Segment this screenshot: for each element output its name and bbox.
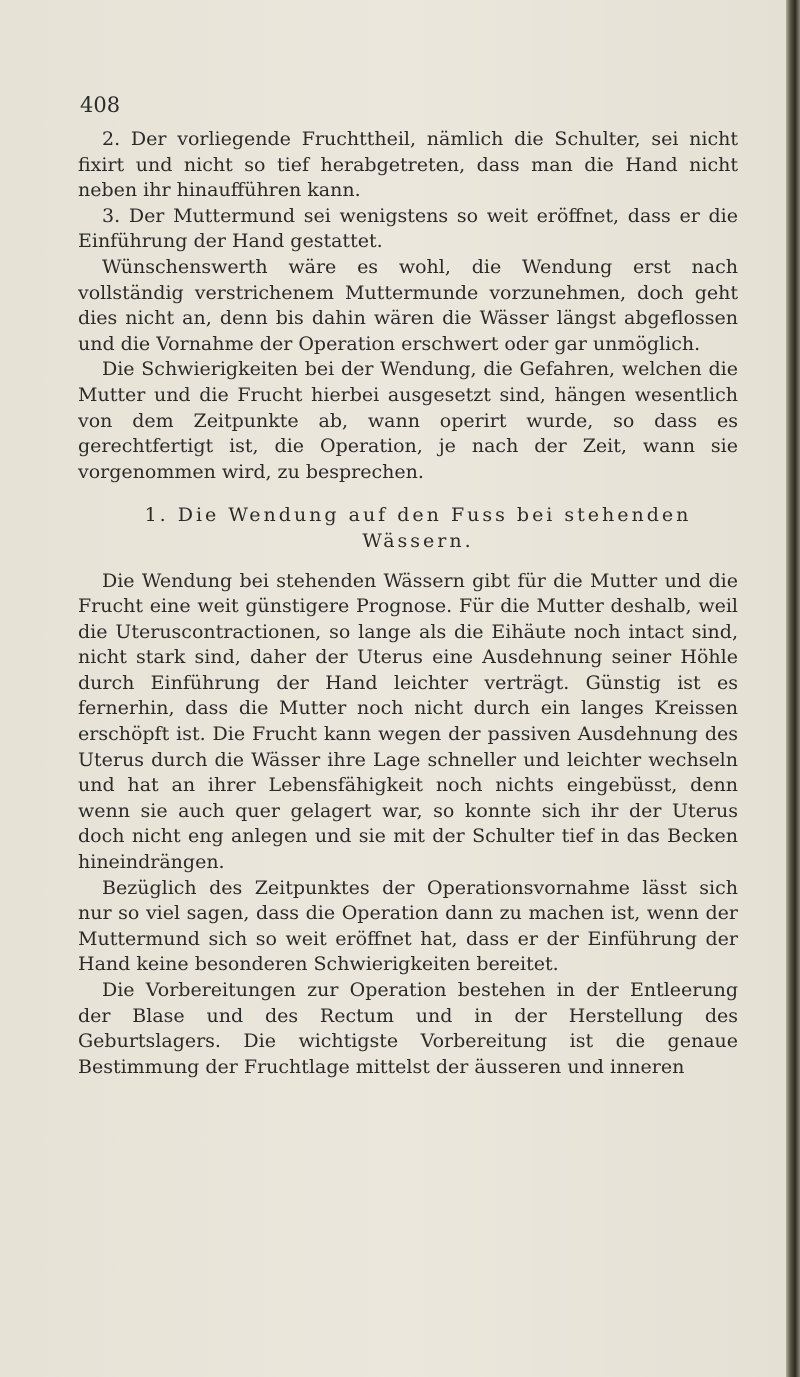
paragraph-wuenschenswerth: Wünschenswerth wäre es wohl, die Wendung erst nach vollständig verstrichenem Muttermunde vorzunehmen, doch geht dies nicht an, denn bis dahin wären die Wässer längst abgeflossen und die Vornahme der Operation erschwert oder gar unmöglich. — [78, 255, 738, 355]
text-column — [78, 127, 738, 1080]
paragraph-condition-2: 2. Der vorliegende Fruchttheil, nämlich die Schulter, sei nicht fixirt und nicht so tief herabgetreten, dass man die Hand nicht neben ihr hinaufführen kann. — [78, 128, 738, 202]
paragraph-condition-3: 3. Der Muttermund sei wenigstens so weit eröffnet, dass er die Einführung der Hand gestattet. — [78, 204, 738, 253]
paragraph-stehende-waesser: Die Wendung bei stehenden Wässern gibt für die Mutter und die Frucht eine weit günstigere Prognose. Für die Mutter deshalb, weil die Uteruscontractionen, so lange als die Eihäute noch intact sind, nicht stark sind, daher der Uterus eine Ausdehnung seiner Höhle durch Einführung der Hand leichter verträgt. Günstig ist es fernerhin, dass die Mutter noch nicht durch ein langes Kreissen erschöpft ist. Die Frucht kann wegen der passiven Ausdehnung des Uterus durch die Wässer ihre Lage schneller und leichter wechseln und hat an ihrer Lebensfähigkeit noch nichts eingebüsst, denn wenn sie auch quer gelagert war, so konnte sich ihr der Uterus doch nicht eng anlegen und sie mit der Schulter tief in das Becken hineindrängen. — [78, 569, 738, 874]
page-number: 408 — [80, 93, 121, 117]
paragraph-schwierigkeiten: Die Schwierigkeiten bei der Wendung, die Gefahren, welchen die Mutter und die Frucht hierbei ausgesetzt sind, hängen wesentlich von dem Zeitpunkte ab, wann operirt wurde, so dass es gerechtfertigt ist, die Operation, je nach der Zeit, wann sie vorgenommen wird, zu besprechen. — [78, 358, 738, 483]
paragraph-zeitpunkt: Bezüglich des Zeitpunktes der Operationsvornahme lässt sich nur so viel sagen, dass die Operation dann zu machen ist, wenn der Muttermund sich so weit eröffnet hat, dass er der Einführung der Hand keine besonderen Schwierigkeiten bereitet. — [78, 876, 738, 976]
paragraph-vorbereitungen: Die Vorbereitungen zur Operation bestehen in der Entleerung der Blase und des Rectum und in der Herstellung des Geburtslagers. Die wichtigste Vorbereitung ist die genaue Bestimmung der Fruchtlage mittelst der äusseren und inneren — [78, 979, 738, 1078]
page-edge-shadow — [786, 0, 800, 1377]
section-heading: 1. Die Wendung auf den Fuss bei stehenden Wässern. — [144, 504, 692, 552]
